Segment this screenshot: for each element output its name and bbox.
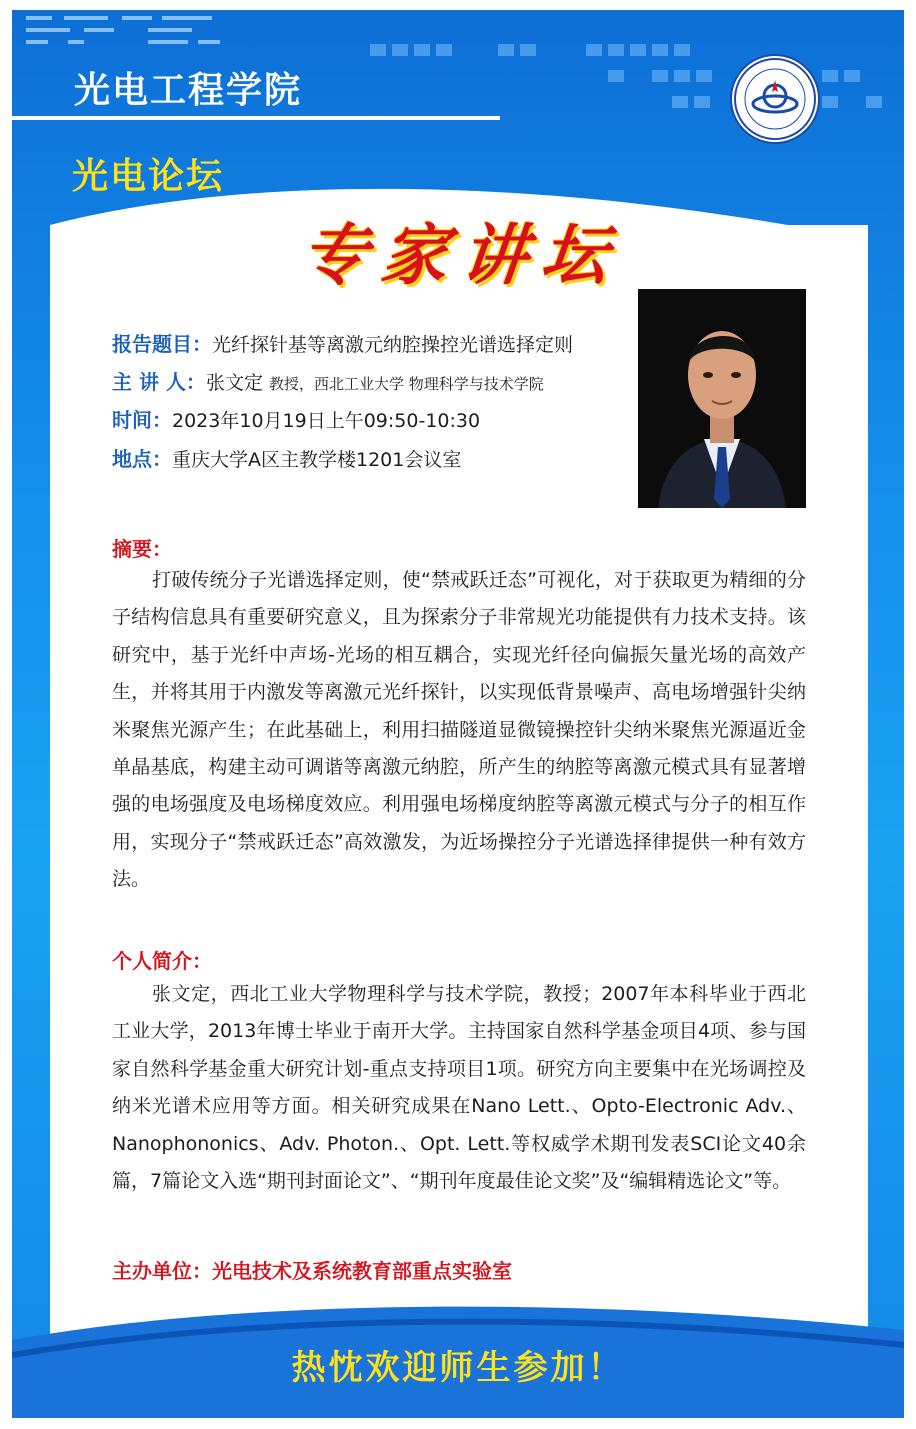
poster [12, 10, 904, 1418]
bio-heading: 个人简介： [112, 949, 212, 973]
lecture-series-title: 专家讲坛 [297, 216, 626, 294]
speaker-row [112, 366, 544, 395]
speaker-label: 主 讲 人： [112, 370, 206, 394]
venue-value: 重庆大学A区主教学楼1201会议室 [172, 449, 462, 471]
institute-name: 光电工程学院 [74, 70, 303, 111]
speaker-portrait-icon [638, 289, 806, 508]
forum-name: 光电论坛 [72, 156, 225, 197]
time-label: 时间： [112, 408, 172, 432]
topic-row [112, 328, 573, 357]
speaker-detail: 教授，西北工业大学 物理科学与技术学院 [269, 375, 544, 393]
topic-label: 报告题目： [112, 332, 212, 356]
abstract-heading: 摘要： [112, 537, 172, 561]
venue-row [112, 443, 461, 472]
speaker-name: 张文定 [205, 372, 263, 394]
host-organization: 主办单位：光电技术及系统教育部重点实验室 [112, 1259, 512, 1283]
bio-text: 张文定，西北工业大学物理科学与技术学院，教授；2007年本科毕业于西北工业大学，2013年博士毕业于南开大学。主持国家自然科学基金项目4项、参与国家自然科学基金重大研究计划-重点支持项目1项。研究方向主要集中在光场调控及纳米光谱术应用等方面。相关研究成果在Nano Lett.、Opto-Electronic Adv.、Nanophononics、Adv. Photon.、Opt. Lett.等权威学术期刊发表SCI论文40余篇，7篇论文入选“期刊封面论文”、“期刊年度最佳论文奖”及“编辑精选论文”等。 [112, 983, 806, 1193]
venue-label: 地点： [112, 447, 172, 471]
welcome-banner: 热忱欢迎师生参加！ [291, 1348, 625, 1388]
time-value: 2023年10月19日上午09:50-10:30 [172, 410, 481, 432]
topic-value: 光纤探针基等离激元纳腔操控光谱选择定则 [212, 334, 574, 356]
abstract-text: 打破传统分子光谱选择定则，使“禁戒跃迁态”可视化，对于获取更为精细的分子结构信息具有重要研究意义，且为探索分子非常规光功能提供有力技术支持。该研究中，基于光纤中声场-光场的相互耦合，实现光纤径向偏振矢量光场的高效产生，并将其用于内激发等离激元光纤探针，以实现低背景噪声、高电场增强针尖纳米聚焦光源产生；在此基础上，利用扫描隧道显微镜操控针尖纳米聚焦光源逼近金单晶基底，构建主动可调谐等离激元纳腔，所产生的纳腔等离激元模式具有显著增强的电场强度及电场梯度效应。利用强电场梯度纳腔等离激元模式与分子的相互作用，实现分子“禁戒跃迁态”高效激发，为近场操控分子光谱选择律提供一种有效方法。 [112, 569, 806, 891]
time-row [112, 404, 480, 433]
